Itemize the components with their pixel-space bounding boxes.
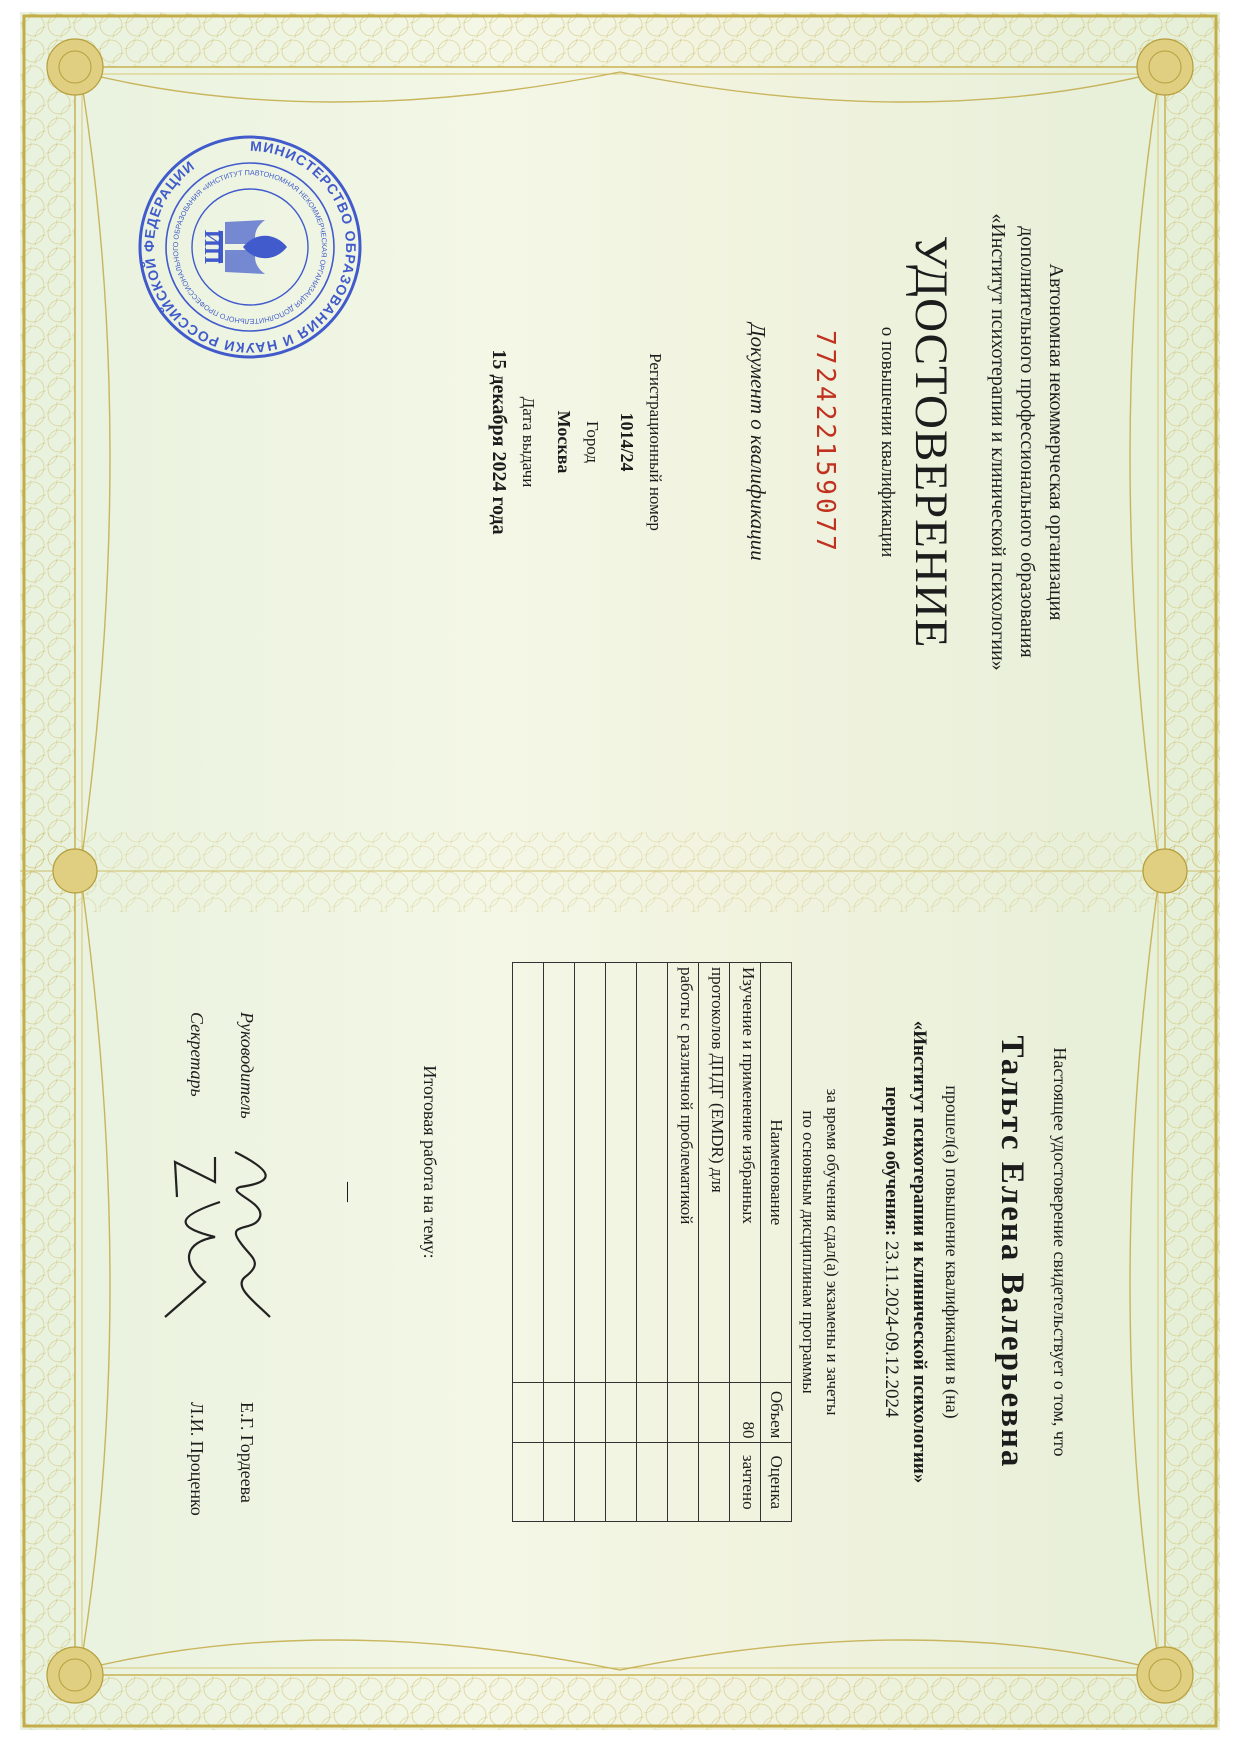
certificate-content [20, 12, 1220, 1730]
table-row [575, 963, 606, 1522]
subject-name-cont: работы с различной проблематикой [668, 963, 699, 1383]
holder-name: Тальтс Елена Валерьевна [994, 1035, 1030, 1469]
table-row [606, 963, 637, 1522]
head-label: Руководитель [237, 1012, 257, 1119]
org-line: «Институт психотерапии и клинической психологии» [987, 213, 1009, 671]
document-subtitle: о повышении квалификации [877, 326, 898, 558]
city-value: Москва [554, 410, 574, 474]
subject-volume: 80 [730, 1382, 761, 1443]
secretary-name: Л.И. Проценко [187, 1402, 207, 1516]
secretary-label: Секретарь [187, 1012, 207, 1097]
table-header-row [761, 963, 792, 1522]
table-row [668, 963, 699, 1522]
table-row [544, 963, 575, 1522]
document-title: УДОСТОВЕРЕНИЕ [905, 235, 957, 649]
institution-name: «Институт психотерапии и клинической психологии» [909, 1020, 930, 1484]
seal-monogram: ИП [200, 229, 225, 265]
table-row [513, 963, 544, 1522]
table-row [730, 963, 761, 1522]
certificate [20, 12, 1220, 1730]
organization-name [983, 172, 1070, 712]
subject-name: Изучение и применение избранных [730, 963, 761, 1383]
passed-text: прошел(а) повышение квалификации в (на) [942, 1085, 962, 1419]
study-period [880, 952, 902, 1552]
table-row [699, 963, 730, 1522]
official-seal [135, 132, 365, 362]
secretary-signature [155, 1142, 235, 1322]
subjects-table [512, 962, 792, 1522]
seal-outer-text: МИНИСТЕРСТВО ОБРАЗОВАНИЯ И НАУКИ РОССИЙСКОЙ ФЕДЕРАЦИИ [140, 137, 360, 357]
serial-number: 772422159077 [810, 330, 840, 554]
head-name: Е.Г. Гордеева [237, 1402, 257, 1503]
header-name: Наименование [761, 963, 792, 1383]
header-volume: Объем [761, 1382, 792, 1443]
final-work-value: — [338, 1182, 360, 1202]
subject-grade: зачтено [730, 1443, 761, 1522]
city-label: Город [583, 421, 602, 463]
org-line: дополнительного профессионального образования [1016, 226, 1038, 658]
registration-number: 1014/24 [617, 412, 637, 472]
exams-line: за время обучения сдал(а) экзамены и зачеты [823, 1088, 842, 1416]
registration-label: Регистрационный номер [646, 353, 665, 531]
exams-line: по основным дисциплинам программы [799, 1110, 818, 1394]
issue-date-label: Дата выдачи [519, 396, 538, 488]
org-line: Автономная некоммерческая организация [1045, 263, 1067, 621]
subject-name-cont: протоколов ДПДГ (EMDR) для [699, 963, 730, 1383]
seal-inner-text: АВТОНОМНАЯ НЕКОММЕРЧЕСКАЯ ОРГАНИЗАЦИЯ ДОПОЛНИТЕЛЬНОГО ПРОФЕССИОНАЛЬНОГО ОБРАЗОВАНИЯ «ИНСТИТУТ П [170, 167, 330, 327]
table-row [637, 963, 668, 1522]
seal-emblem-icon [219, 220, 287, 274]
intro-text: Настоящее удостоверение свидетельствует о том, что [1050, 1047, 1070, 1457]
study-period-value: 23.11.2024-09.12.2024 [881, 1240, 902, 1418]
document-type: Документ о квалификации [746, 323, 770, 561]
header-grade: Оценка [761, 1443, 792, 1522]
final-work-label: Итоговая работа на тему: [420, 1065, 440, 1259]
study-period-label: период обучения: [881, 1086, 902, 1237]
issue-date: 15 декабря 2024 года [488, 349, 510, 535]
exams-text [796, 952, 844, 1552]
